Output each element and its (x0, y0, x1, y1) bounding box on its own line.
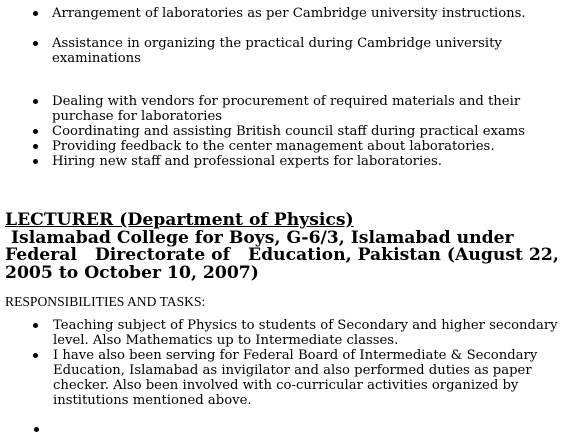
bullet-icon (33, 353, 38, 358)
list-item (0, 139, 585, 154)
responsibilities-list (0, 318, 585, 408)
lab-duties-list (0, 6, 585, 169)
bullet-icon (33, 11, 38, 16)
list-item-text: Teaching subject of Physics to students of Secondary and higher secondary level. Also Mathematics up to Intermediate classes. (53, 318, 558, 348)
list-item-text: I have also been serving for Federal Board of Intermediate & Secondary Education, Islamabad as invigilator and also performed duties as paper checker. Also been involved with co-curricular activities organized by institutions mentioned above. (53, 348, 538, 408)
responsibilities-heading: RESPONSIBILITIES AND TASKS: (5, 294, 206, 309)
bullet-icon (33, 323, 38, 328)
list-item-text: Arrangement of laboratories as per Cambridge university instructions. (52, 6, 526, 21)
list-item (0, 94, 585, 124)
bullet-icon (33, 41, 38, 46)
list-item (0, 124, 585, 139)
list-item (0, 6, 585, 21)
position-title: LECTURER (Department of Physics) (5, 210, 354, 230)
list-item (0, 36, 585, 66)
list-item-text: Providing feedback to the center management about laboratories. (52, 139, 495, 154)
list-item (0, 348, 585, 408)
list-item-text: Assistance in organizing the practical during Cambridge university examinations (52, 36, 502, 66)
position-heading (5, 212, 580, 282)
list-item-text: Coordinating and assisting British council staff during practical exams (52, 124, 526, 139)
bullet-icon (33, 99, 38, 104)
list-item (0, 318, 585, 348)
bullet-icon (33, 144, 38, 149)
list-item-text: Hiring new staff and professional experts for laboratories. (52, 154, 442, 169)
list-item-text: Dealing with vendors for procurement of required materials and their purchase for laboratories (52, 94, 521, 124)
employer-details: Islamabad College for Boys, G-6/3, Islamabad under Federal Directorate of Education, Pakistan (August 22, 2005 to October 10, 2007) (5, 227, 565, 283)
bullet-icon (33, 159, 38, 164)
bullet-icon (33, 129, 38, 134)
list-item (0, 154, 585, 169)
bullet-icon (34, 427, 39, 432)
